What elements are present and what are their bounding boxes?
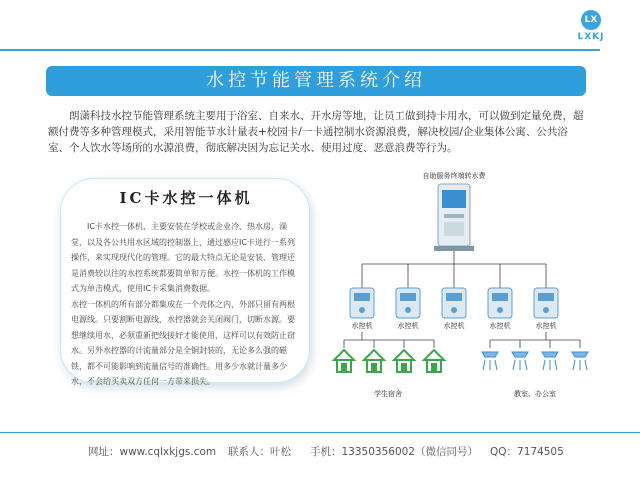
controller-label: 水控机 [489, 322, 511, 330]
bottom-divider [0, 432, 640, 433]
shower-icon [542, 352, 558, 370]
ic-paragraph-1: IC卡水控一体机，主要安装在学校或企业冷、热水房，澡堂，以及各公共用水区域的控制器上，通过感应IC卡进行一系列操作，来实现现代化的管理。它的最大特点无论是安装、管理还是消费较以往的水控系统都要简单和方便。水控一体机的工作模式为单击模式，使用IC卡采集消费数据。 [71, 222, 295, 293]
kiosk-icon [434, 184, 474, 251]
controller-label: 水控机 [397, 322, 419, 330]
house-icon [394, 350, 414, 372]
footer-phone: 手机：13350356002（微信同号） [310, 446, 478, 458]
house-icon [424, 350, 444, 372]
controller-icon [488, 288, 512, 318]
logo-mark: LX [581, 10, 601, 30]
ic-paragraph-2: 水控一体机的所有部分都集成在一个壳体之内，外部只留有两根电源线。只要割断电源线，水控器就会关闭阀门，切断水源。要想继续用水，必须重新把线接好才能使用，这样可以有效防止窃水。另外水控器的计流量部分是全铜封装的，无论多么强的磁铁，都不可能影响到流量信号的准确性。用多少水就计量多少水，不会给买卖双方任何一方带来损失。 [71, 299, 295, 386]
shower-icon [572, 352, 588, 370]
diagram-svg [330, 168, 620, 408]
controller-label: 水控机 [443, 322, 465, 330]
footer-website: 网址：www.cqlxkjgs.com [88, 446, 217, 458]
logo-text: LXKJ [577, 32, 605, 42]
company-logo [566, 10, 616, 50]
office-label: 教室、办公室 [514, 390, 556, 398]
house-icon [364, 350, 384, 372]
kiosk-label: 自助服务终端转水费 [422, 172, 486, 180]
network-lines [362, 251, 546, 288]
branch-lines [344, 332, 580, 348]
footer-qq: QQ：7174505 [490, 446, 564, 458]
ic-card-panel [60, 178, 310, 386]
shower-icon [512, 352, 528, 370]
dorm-label: 学生宿舍 [374, 390, 402, 398]
footer-contact: 联系人：叶松 [228, 446, 291, 458]
controller-icon [350, 288, 374, 318]
page-title: 水控节能管理系统介绍 [46, 66, 586, 96]
ic-panel-text [71, 219, 301, 390]
system-diagram [330, 168, 620, 408]
ic-panel-title: IC卡水控一体机 [119, 189, 253, 207]
controller-label: 水控机 [351, 322, 373, 330]
house-icon [334, 350, 354, 372]
controller-icon [396, 288, 420, 318]
top-divider [0, 49, 600, 51]
dorm-houses [334, 350, 444, 372]
controller-label: 水控机 [535, 322, 557, 330]
intro-paragraph: 朗潇科技水控节能管理系统主要用于浴室、自来水、开水房等地，让员工做到持卡用水，可以做到定量免费，超额付费等多种管理模式，采用智能节水计量表+校园卡/一卡通控制水资源浪费，解决校园/企业集体公寓、公共浴室、个人饮水等场所的水源浪费，彻底解决因为忘记关水、使用过度、恶意浪费等行为。 [48, 110, 584, 154]
water-controllers [350, 288, 558, 318]
office-showers [482, 352, 588, 370]
controller-icon [442, 288, 466, 318]
controller-icon [534, 288, 558, 318]
shower-icon [482, 352, 498, 370]
